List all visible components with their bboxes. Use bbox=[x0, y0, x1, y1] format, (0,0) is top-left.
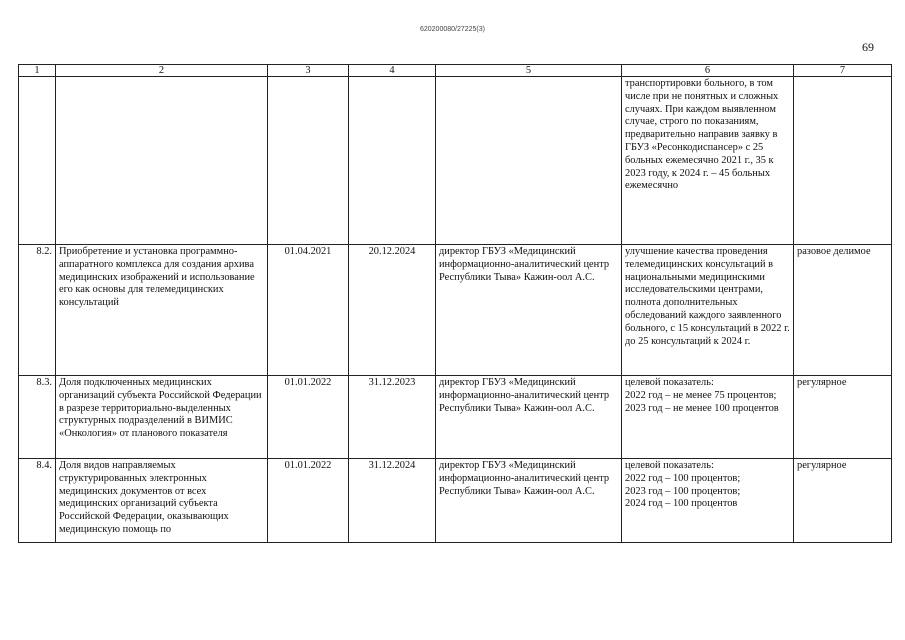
column-header: 5 bbox=[436, 65, 622, 77]
column-header: 2 bbox=[56, 65, 268, 77]
column-header: 4 bbox=[349, 65, 436, 77]
cell-end-date: 31.12.2024 bbox=[349, 459, 436, 543]
cell-responsible: директор ГБУЗ «Медицинский информационно-аналитический центр Республики Тыва» Кажин-оол А.С. bbox=[436, 376, 622, 459]
table-row bbox=[19, 459, 892, 543]
cell-number: 8.2. bbox=[19, 245, 56, 376]
cell-end-date: 20.12.2024 bbox=[349, 245, 436, 376]
result-line: целевой показатель: bbox=[625, 377, 714, 388]
result-line: целевой показатель: bbox=[625, 460, 714, 471]
cell-activity-name: Доля подключенных медицинских организаций субъекта Российской Федерации в разрезе территориально-выделенных структурных подразделений в ВИМИС «Онкология» от планового показателя bbox=[56, 376, 268, 459]
cell-result: транспортировки больного, в том числе при не понятных и сложных случаях. При каждом выявленном случае, строго по показаниям, предварительно направив заявку в ГБУЗ «Ресонкодиспансер» с 25 больных ежемесячно 2021 г., 35 к 2023 году, к 2024 г. – 45 больных ежемесячно bbox=[622, 77, 794, 245]
document-code-stamp: 620200080/27225(3) bbox=[419, 26, 485, 33]
table-row bbox=[19, 376, 892, 459]
result-line: 2024 год – 100 процентов bbox=[625, 498, 738, 510]
cell-empty bbox=[349, 77, 436, 245]
cell-empty bbox=[19, 77, 56, 245]
cell-end-date: 31.12.2023 bbox=[349, 376, 436, 459]
cell-type: разовое делимое bbox=[794, 245, 892, 376]
table-row-continuation bbox=[19, 77, 892, 245]
result-line: 2022 год – не менее 75 процентов; bbox=[625, 389, 777, 401]
activities-table bbox=[18, 64, 892, 543]
page-number: 69 bbox=[862, 40, 874, 54]
column-header: 1 bbox=[19, 65, 56, 77]
result-line: 2023 год – 100 процентов; bbox=[625, 485, 741, 497]
cell-start-date: 01.04.2021 bbox=[268, 245, 349, 376]
result-line: 2023 год – не менее 100 процентов bbox=[625, 402, 779, 414]
cell-empty bbox=[794, 77, 892, 245]
table-row bbox=[19, 245, 892, 376]
cell-activity-name: Доля видов направляемых структурированных электронных медицинских документов от всех медицинских организаций субъекта Российской Федерации, оказывающих медицинскую помощь по bbox=[56, 459, 268, 543]
cell-type: регулярное bbox=[794, 376, 892, 459]
cell-type: регулярное bbox=[794, 459, 892, 543]
cell-number: 8.4. bbox=[19, 459, 56, 543]
cell-result: улучшение качества проведения телемедицинских консультаций в национальными медицинскими исследовательскими центрами, полнота дополнительных обследований каждого заявленного больного, с 15 консультаций в 2022 г. до 25 консультаций к 2024 г. bbox=[622, 245, 794, 376]
result-line: 2022 год – 100 процентов; bbox=[625, 472, 741, 484]
cell-result bbox=[622, 376, 794, 459]
cell-start-date: 01.01.2022 bbox=[268, 459, 349, 543]
cell-empty bbox=[268, 77, 349, 245]
cell-responsible: директор ГБУЗ «Медицинский информационно-аналитический центр Республики Тыва» Кажин-оол А.С. bbox=[436, 245, 622, 376]
cell-responsible: директор ГБУЗ «Медицинский информационно-аналитический центр Республики Тыва» Кажин-оол А.С. bbox=[436, 459, 622, 543]
cell-empty bbox=[56, 77, 268, 245]
cell-number: 8.3. bbox=[19, 376, 56, 459]
cell-activity-name: Приобретение и установка программно-аппаратного комплекса для создания архива медицинских изображений и использование его как основы для телемедицинских консультаций bbox=[56, 245, 268, 376]
cell-result bbox=[622, 459, 794, 543]
column-header: 6 bbox=[622, 65, 794, 77]
column-header: 7 bbox=[794, 65, 892, 77]
cell-start-date: 01.01.2022 bbox=[268, 376, 349, 459]
cell-empty bbox=[436, 77, 622, 245]
column-header: 3 bbox=[268, 65, 349, 77]
column-number-header-row bbox=[19, 65, 892, 77]
